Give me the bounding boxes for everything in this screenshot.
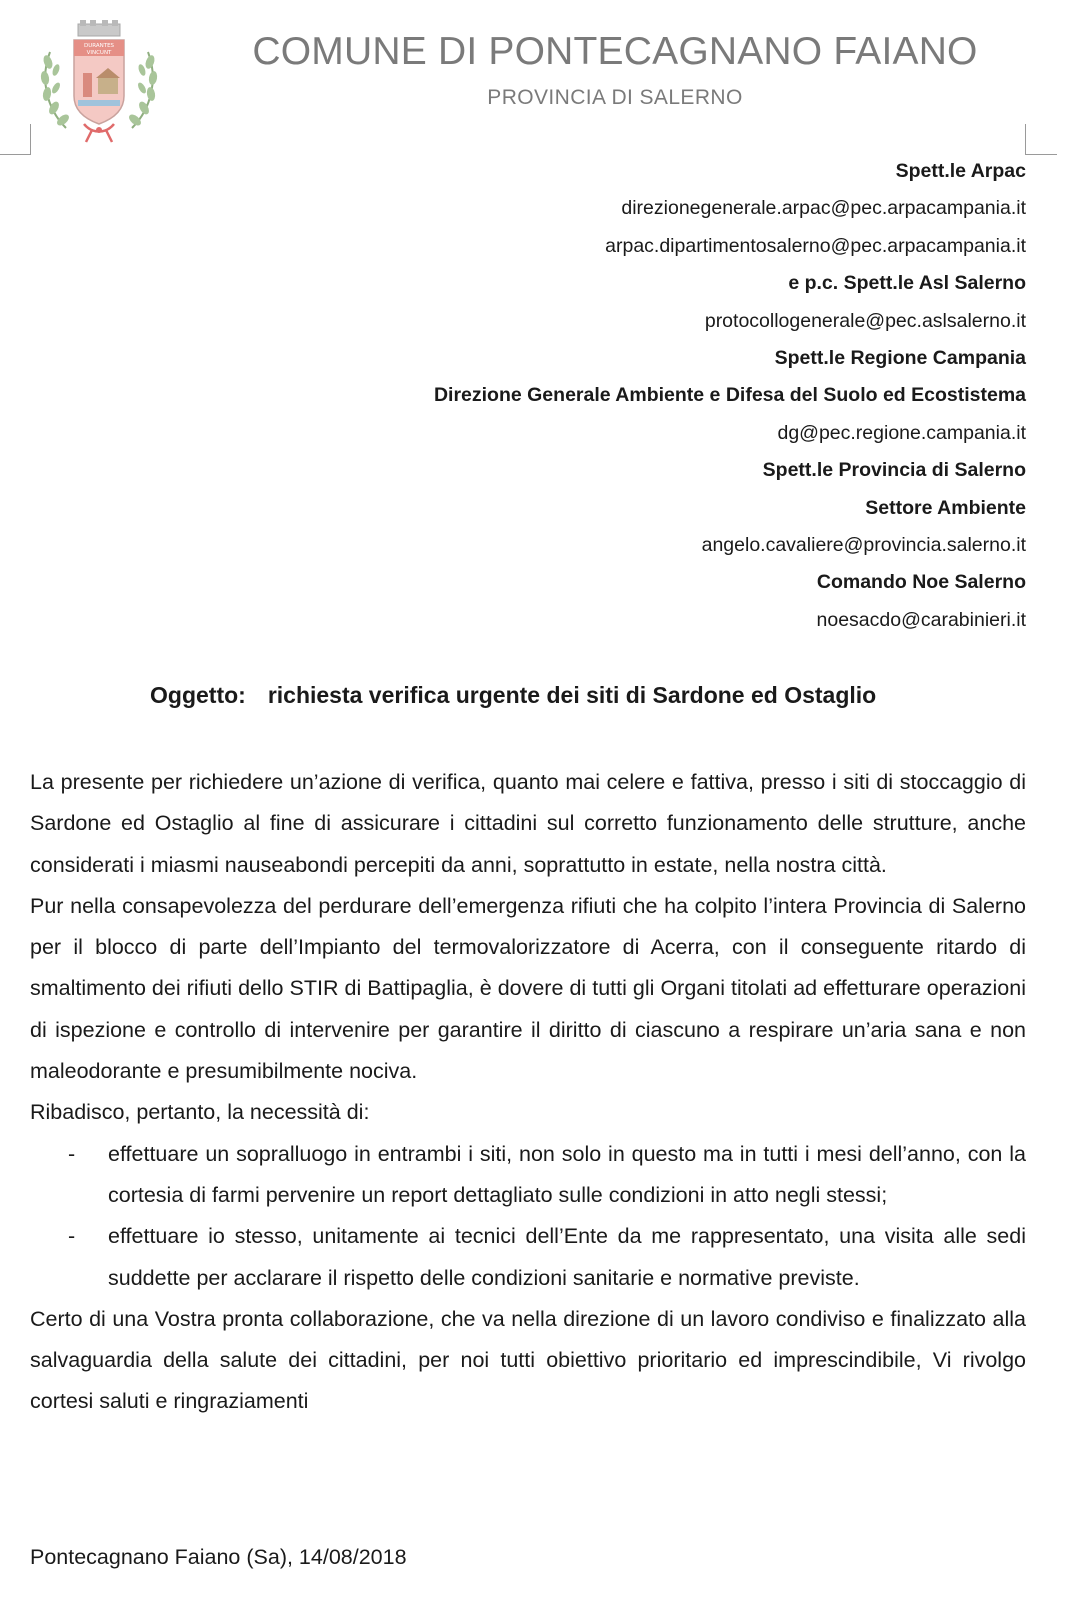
list-bullet: - xyxy=(68,1224,76,1249)
body-paragraph: Ribadisco, pertanto, la necessità di: xyxy=(30,1100,370,1125)
list-item xyxy=(30,1216,1026,1299)
place-and-date: Pontecagnano Faiano (Sa), 14/08/2018 xyxy=(30,1545,407,1569)
request-list xyxy=(30,1134,1026,1299)
recipient-line: Spett.le Arpac xyxy=(895,160,1026,182)
letter-body xyxy=(30,762,1026,1423)
subject-label: Oggetto: xyxy=(150,682,246,708)
recipient-line: Comando Noe Salerno xyxy=(816,571,1026,594)
recipient-line: protocollogenerale@pec.aslsalerno.it xyxy=(704,309,1026,332)
subject-line xyxy=(150,682,876,709)
recipient-line: Spett.le Regione Campania xyxy=(774,347,1026,370)
recipients-block xyxy=(266,153,1026,639)
recipient-line: Spett.le Provincia di Salerno xyxy=(762,459,1026,482)
list-item-text: effettuare io stesso, unitamente ai tecnici dell’Ente da me rappresentato, una visita alle sedi suddette per acclarare il rispetto delle condizioni sanitarie e normative previste. xyxy=(108,1224,1026,1290)
body-paragraph: La presente per richiedere un’azione di verifica, quanto mai celere e fattiva, presso i siti di stoccaggio di Sardone ed Ostaglio al fine di assicurare i cittadini sul corretto funzionamento delle strutture, anche considerati i miasmi nauseabondi percepiti da anni, soprattutto in estate, nella nostra città. xyxy=(30,770,1026,877)
margin-corner-left xyxy=(0,124,31,155)
margin-corner-right xyxy=(1025,124,1057,155)
recipient-line: e p.c. Spett.le Asl Salerno xyxy=(788,272,1026,295)
recipient-line: dg@pec.regione.campania.it xyxy=(777,421,1026,444)
body-paragraph: Pur nella consapevolezza del perdurare dell’emergenza rifiuti che ha colpito l’intera Provincia di Salerno per il blocco di parte dell’Impianto del termovalorizzatore di Acerra, con il conseguente ritardo di smaltimento dei rifiuti dello STIR di Battipaglia, è dovere di tutti gli Organi titolati ad effetturare operazioni di ispezione e controllo di intervenire per garantire il diritto di ciascuno a respirare un’aria sana e non maleodorante e presumibilmente nociva. xyxy=(30,893,1026,1084)
province-subtitle: PROVINCIA DI SALERNO xyxy=(487,86,743,109)
svg-text:DURANTES: DURANTES xyxy=(83,43,115,49)
recipient-line: angelo.cavaliere@provincia.salerno.it xyxy=(701,534,1026,557)
svg-text:VINCUNT: VINCUNT xyxy=(86,50,112,56)
recipient-line: arpac.dipartimentosalerno@pec.arpacampania.it xyxy=(605,234,1026,257)
municipal-crest-icon xyxy=(36,18,162,146)
recipient-line: direzionegenerale.arpac@pec.arpacampania.it xyxy=(621,197,1026,220)
recipient-line: noesacdo@carabinieri.it xyxy=(816,608,1026,631)
recipient-line: Settore Ambiente xyxy=(865,496,1026,519)
list-item-text: effettuare un sopralluogo in entrambi i siti, non solo in questo ma in tutti i mesi dell’anno, con la cortesia di farmi pervenire un report dettagliato sulle condizioni in atto negli stessi; xyxy=(108,1141,1026,1207)
list-item xyxy=(30,1134,1026,1217)
subject-text: richiesta verifica urgente dei siti di Sardone ed Ostaglio xyxy=(267,682,877,708)
municipality-title: COMUNE DI PONTECAGNANO FAIANO xyxy=(252,30,978,73)
body-paragraph: Certo di una Vostra pronta collaborazione, che va nella direzione di un lavoro condiviso e finalizzato alla salvaguardia della salute dei cittadini, per noi tutti obiettivo prioritario ed imprescindibile, Vi rivolgo cortesi saluti e ringraziamenti xyxy=(30,1306,1026,1414)
list-bullet: - xyxy=(68,1141,76,1166)
recipient-line: Direzione Generale Ambiente e Difesa del Suolo ed Ecostistema xyxy=(433,384,1026,407)
